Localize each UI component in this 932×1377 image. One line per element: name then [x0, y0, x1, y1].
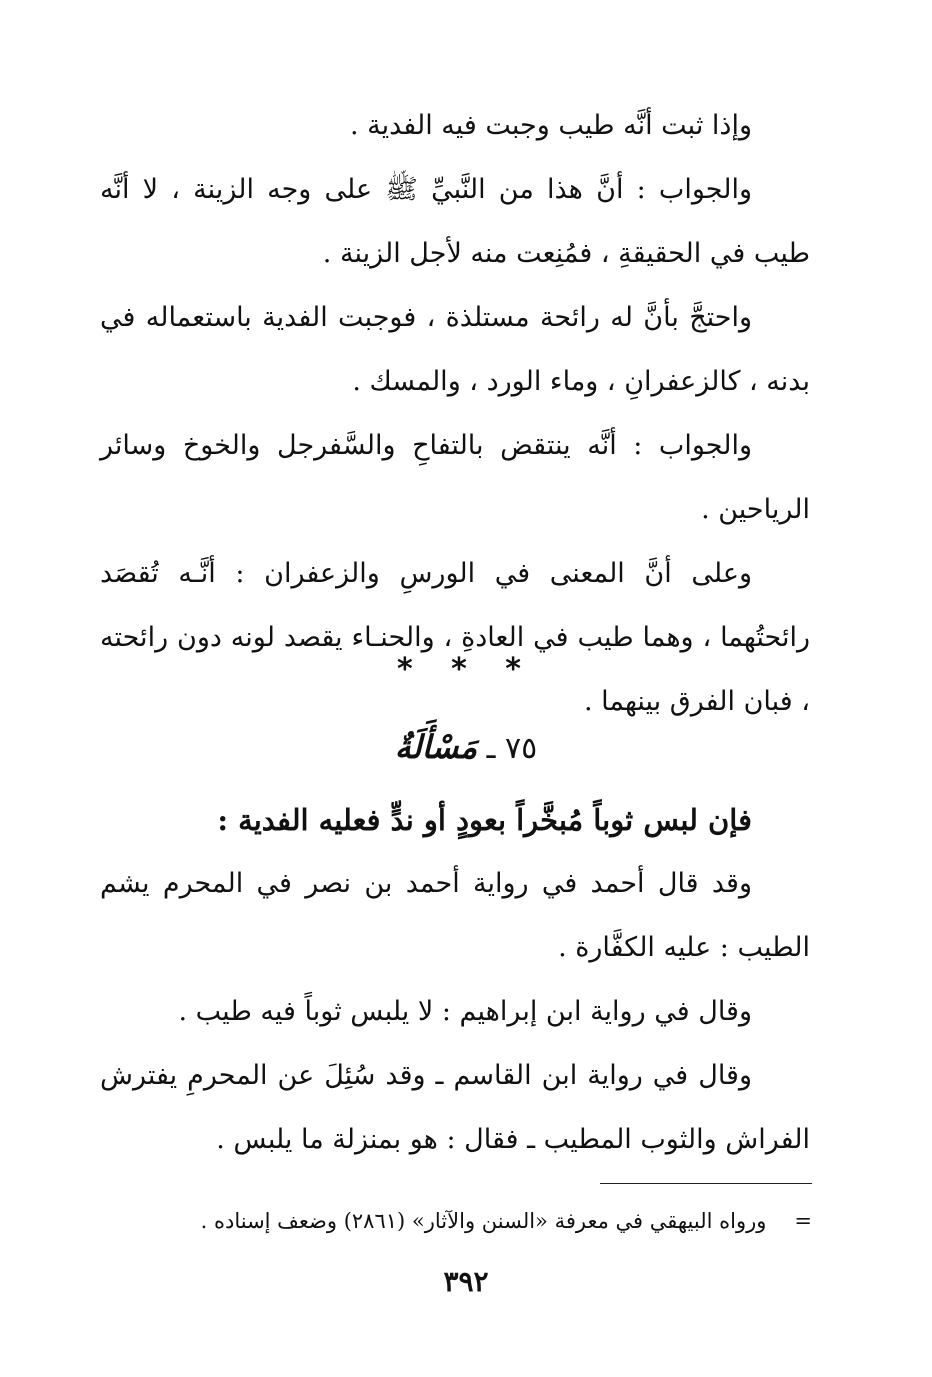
paragraph: وإذا ثبت أنَّه طيب وجبت فيه الفدية . — [349, 110, 752, 141]
issue-heading — [0, 722, 932, 774]
paragraph: والجواب : أنَّ هذا من النَّبيِّ ﷺ على وجه الزينة ، لا أنَّه طيب في الحقيقةِ ، فمُنِعت منه لأجل الزينة . — [100, 174, 810, 269]
paragraph: وعلى أنَّ المعنى في الورسِ والزعفران : أنَّـه تُقصَد رائحتُهما ، وهما طيب في العادةِ ، والحنـاء يقصد لونه دون رائحته ، فبان الفرق بينهما . — [100, 558, 810, 717]
main-text-top — [100, 94, 810, 734]
paragraph: واحتجَّ بأنَّ له رائحة مستلذة ، فوجبت الفدية باستعماله في بدنه ، كالزعفرانِ ، وماء الورد ، والمسك . — [100, 302, 810, 397]
section-separator: * * * — [397, 652, 535, 687]
footnote — [100, 1203, 812, 1239]
footnote-marker: = — [794, 1209, 812, 1233]
paragraph: وقد قال أحمد في رواية أحمد بن نصر في المحرم يشم الطيب : عليه الكفَّارة . — [100, 868, 810, 963]
paragraph: وقال في رواية ابن القاسم ـ وقد سُئِلَ عن المحرمِ يفترش الفراش والثوب المطيب ـ فقال : هو بمنزلة ما يلبس . — [100, 1060, 810, 1155]
paragraph: والجواب : أنَّه ينتقض بالتفاحِ والسَّفرجل والخوخ وسائر الرياحين . — [100, 430, 810, 525]
page-number: ٣٩٢ — [443, 1265, 489, 1298]
footnote-text: ورواه البيهقي في معرفة «السنن والآثار» (٢٨٦١) وضعف إسناده . — [200, 1209, 767, 1233]
issue-statement: فإن لبس ثوباً مُبخَّراً بعودٍ أو ندٍّ فعليه الفدية : — [217, 803, 752, 837]
issue-word: مَسْأَلَةٌ — [394, 728, 478, 766]
paragraph: وقال في رواية ابن إبراهيم : لا يلبس ثوباً فيه طيب . — [178, 996, 752, 1027]
issue-number: ٧٥ ـ — [486, 731, 538, 766]
main-text-bottom — [100, 852, 810, 1172]
footnote-divider — [600, 1183, 812, 1184]
